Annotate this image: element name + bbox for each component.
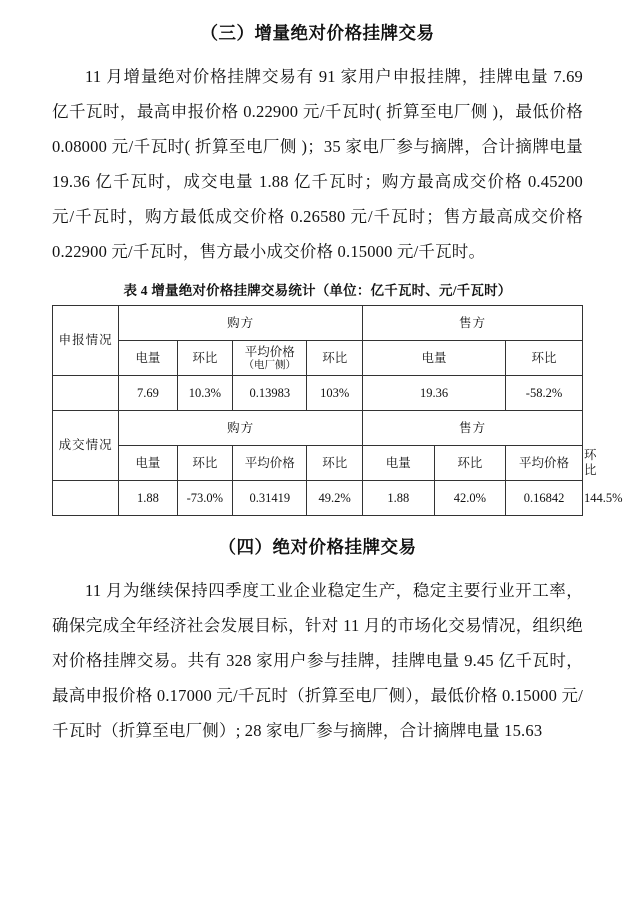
value-deal-sell-chain: 42.0%: [434, 481, 506, 516]
table-row: [53, 481, 583, 516]
header-declare-buy-avg-price-note: （电厂侧）: [243, 359, 297, 371]
value-declare-buy-avg-price: 0.13983: [233, 376, 307, 411]
header-declare-buy-chain: 环比: [177, 341, 233, 376]
section-four-paragraph: 11 月为继续保持四季度工业企业稳定生产，稳定主要行业开工率，确保完成全年经济社会发展目标，针对 11 月的市场化交易情况，组织绝对价格挂牌交易。共有 328 家用户参与挂牌，挂牌电量 9.45 亿千瓦时，最高申报价格 0.17000 元/千瓦时（折算至电厂侧），最低价格 0.15000 元/千瓦时（折算至电厂侧）; 28 家电厂参与摘牌，合计摘牌电量 15.63: [52, 581, 583, 740]
row-label-declare: 申报情况: [53, 306, 119, 376]
group-header-buy-deal: 购方: [119, 411, 363, 446]
table-row: [53, 376, 583, 411]
section-three-heading: （三）增量绝对价格挂牌交易: [200, 23, 435, 43]
value-deal-buy-chain: -73.0%: [177, 481, 233, 516]
header-declare-buy-avg-price: [233, 341, 307, 376]
table-row: [53, 446, 583, 481]
value-deal-buy-avg-chain: 49.2%: [307, 481, 363, 516]
value-deal-empty-label: [53, 481, 119, 516]
value-declare-buy-qty: 7.69: [119, 376, 177, 411]
statistics-table: [52, 305, 623, 516]
group-header-sell-deal: 售方: [363, 411, 583, 446]
value-declare-sell-chain: -58.2%: [506, 376, 583, 411]
value-deal-buy-qty: 1.88: [119, 481, 177, 516]
header-deal-sell-qty: 电量: [363, 446, 435, 481]
group-header-buy-declare: 购方: [119, 306, 363, 341]
value-deal-buy-avg-price: 0.31419: [233, 481, 307, 516]
header-declare-buy-qty: 电量: [119, 341, 177, 376]
value-declare-sell-qty: 19.36: [363, 376, 506, 411]
table-row: [53, 306, 583, 341]
section-three-paragraph: 11 月增量绝对价格挂牌交易有 91 家用户申报挂牌，挂牌电量 7.69 亿千瓦时，最高申报价格 0.22900 元/千瓦时( 折算至电厂侧 )，最低价格 0.08000 元/千瓦时( 折算至电厂侧 )；35 家电厂参与摘牌，合计摘牌电量 19.36 亿千瓦时，成交电量 1.88 亿千瓦时；购方最高成交价格 0.45200 元/千瓦时，购方最低成交价格 0.26580 元/千瓦时；售方最高成交价格 0.22900 元/千瓦时，售方最小成交价格 0.15000 元/千瓦时。: [52, 67, 583, 261]
value-declare-buy-avg-chain: 103%: [307, 376, 363, 411]
header-declare-sell-qty: 电量: [363, 341, 506, 376]
table-row: [53, 341, 583, 376]
header-deal-sell-chain: 环比: [434, 446, 506, 481]
value-deal-sell-qty: 1.88: [363, 481, 435, 516]
header-deal-buy-avg-price: 平均价格: [233, 446, 307, 481]
header-deal-buy-chain: 环比: [177, 446, 233, 481]
header-declare-sell-chain: 环比: [506, 341, 583, 376]
row-label-deal: 成交情况: [53, 411, 119, 481]
table-caption: 表 4 增量绝对价格挂牌交易统计（单位：亿千瓦时、元/千瓦时）: [123, 283, 512, 298]
value-declare-buy-chain: 10.3%: [177, 376, 233, 411]
table-row: [53, 411, 583, 446]
header-declare-buy-avg-price-text: 平均价格: [244, 344, 295, 359]
group-header-sell-declare: 售方: [363, 306, 583, 341]
header-deal-buy-qty: 电量: [119, 446, 177, 481]
value-declare-empty-label: [53, 376, 119, 411]
section-four-heading: （四）绝对价格挂牌交易: [218, 537, 417, 557]
value-deal-sell-avg-price: 0.16842: [506, 481, 583, 516]
header-declare-buy-avg-chain: 环比: [307, 341, 363, 376]
header-deal-buy-avg-chain: 环比: [307, 446, 363, 481]
header-deal-sell-avg-price: 平均价格: [506, 446, 583, 481]
